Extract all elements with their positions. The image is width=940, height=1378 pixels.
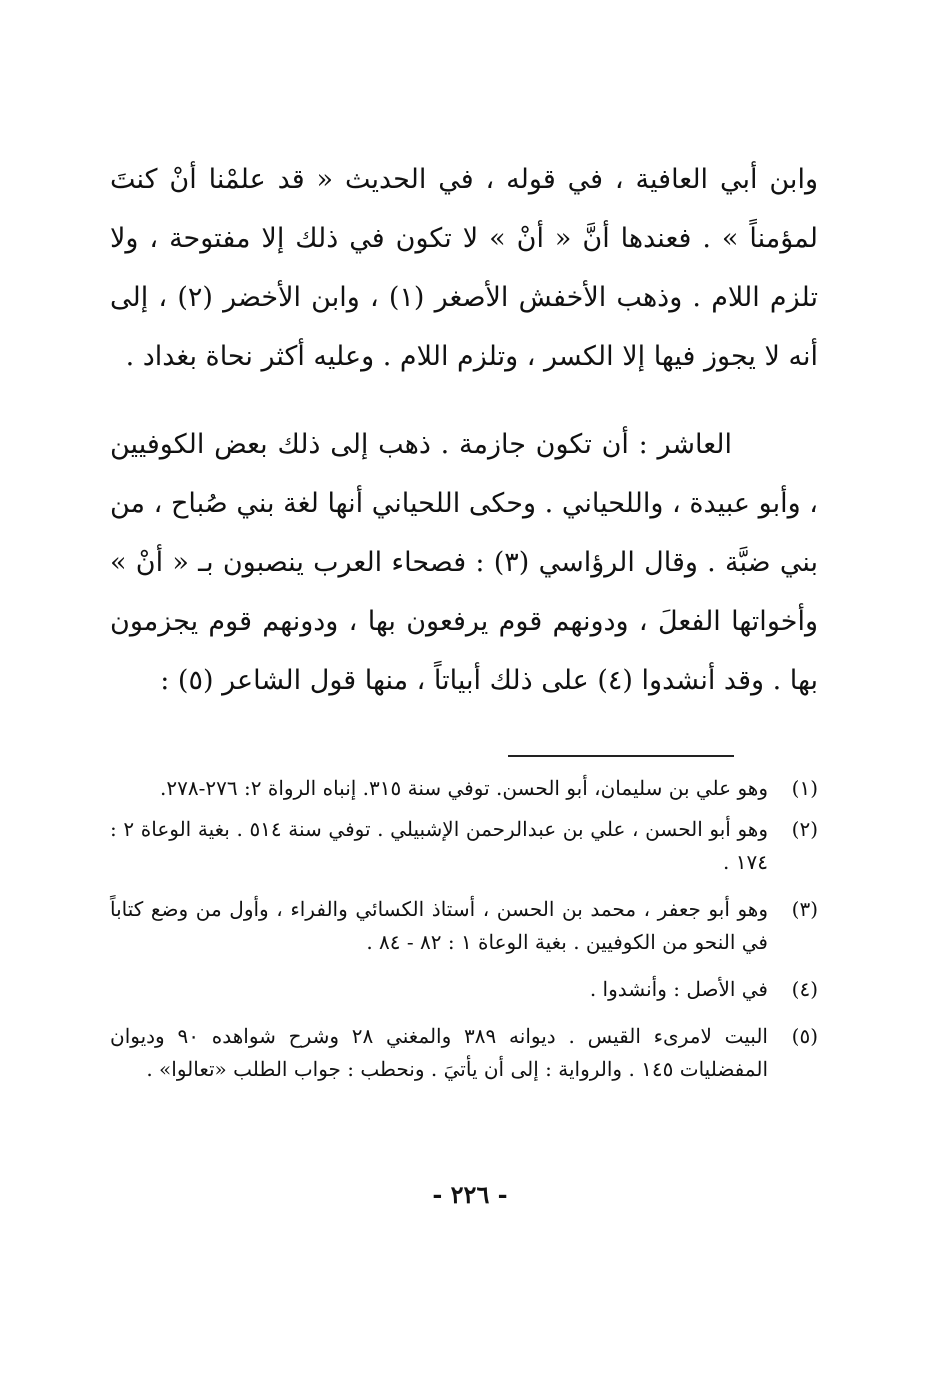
page-number: - ٢٢٦ -: [432, 1180, 508, 1209]
footnote-number: (٥): [791, 1024, 818, 1048]
footnote-divider: [508, 755, 734, 757]
footnote-number: (٢): [791, 817, 818, 841]
footnotes-list: [110, 772, 818, 1086]
footnote-4: [110, 973, 818, 1006]
footnote-2: [110, 813, 818, 879]
footnote-5: [110, 1020, 818, 1086]
footnote-1: [110, 772, 818, 805]
footnote-text: وهو أبو جعفر ، محمد بن الحسن ، أستاذ الكسائي والفراء ، وأول من وضع كتاباً في النحو من الكوفيين . بغية الوعاة ١ : ٨٢ - ٨٤ .: [110, 897, 768, 954]
footnote-text: في الأصل : وأنشدوا .: [589, 977, 768, 1001]
body-paragraph-1: وابن أبي العافية ، في قوله ، في الحديث « قد علمْنا أنْ كنتَ لمؤمناً » . فعندها أنَّ « أنْ » لا تكون في ذلك إلا مفتوحة ، ولا تلزم اللام . وذهب الأخفش الأصغر (١) ، وابن الأخضر (٢) ، إلى أنه لا يجوز فيها إلا الكسر ، وتلزم اللام . وعليه أكثر نحاة بغداد .: [110, 164, 818, 372]
footnote-number: (١): [791, 776, 818, 800]
footnote-text: البيت لامرىء القيس . ديوانه ٣٨٩ والمغني ٢٨ وشرح شواهده ٩٠ وديوان المفضليات ١٤٥ . والرواية : إلى أن يأتيَ . ونحطب : جواب الطلب «تعالوا» .: [110, 1024, 768, 1081]
footnote-number: (٣): [791, 897, 818, 921]
footnote-number: (٤): [791, 977, 818, 1001]
body-paragraph-2: العاشر : أن تكون جازمة . ذهب إلى ذلك بعض الكوفيين ، وأبو عبيدة ، واللحياني . وحكى اللحياني أنها لغة بني صُباح ، من بني ضبَّة . وقال الرؤاسي (٣) : فصحاء العرب ينصبون بـ « أنْ » وأخواتها الفعلَ ، ودونهم قوم يرفعون بها ، ودونهم قوم يجزمون بها . وقد أنشدوا (٤) على ذلك أبياتاً ، منها قول الشاعر (٥) :: [110, 429, 819, 696]
footnote-text: وهو أبو الحسن ، علي بن عبدالرحمن الإشبيلي . توفي سنة ٥١٤ . بغية الوعاة ٢ : ١٧٤ .: [110, 817, 768, 874]
footnote-3: [110, 893, 818, 959]
footnote-text: وهو علي بن سليمان، أبو الحسن. توفي سنة ٣١٥. إنباه الرواة ٢: ٢٧٦-٢٧٨.: [160, 776, 768, 800]
